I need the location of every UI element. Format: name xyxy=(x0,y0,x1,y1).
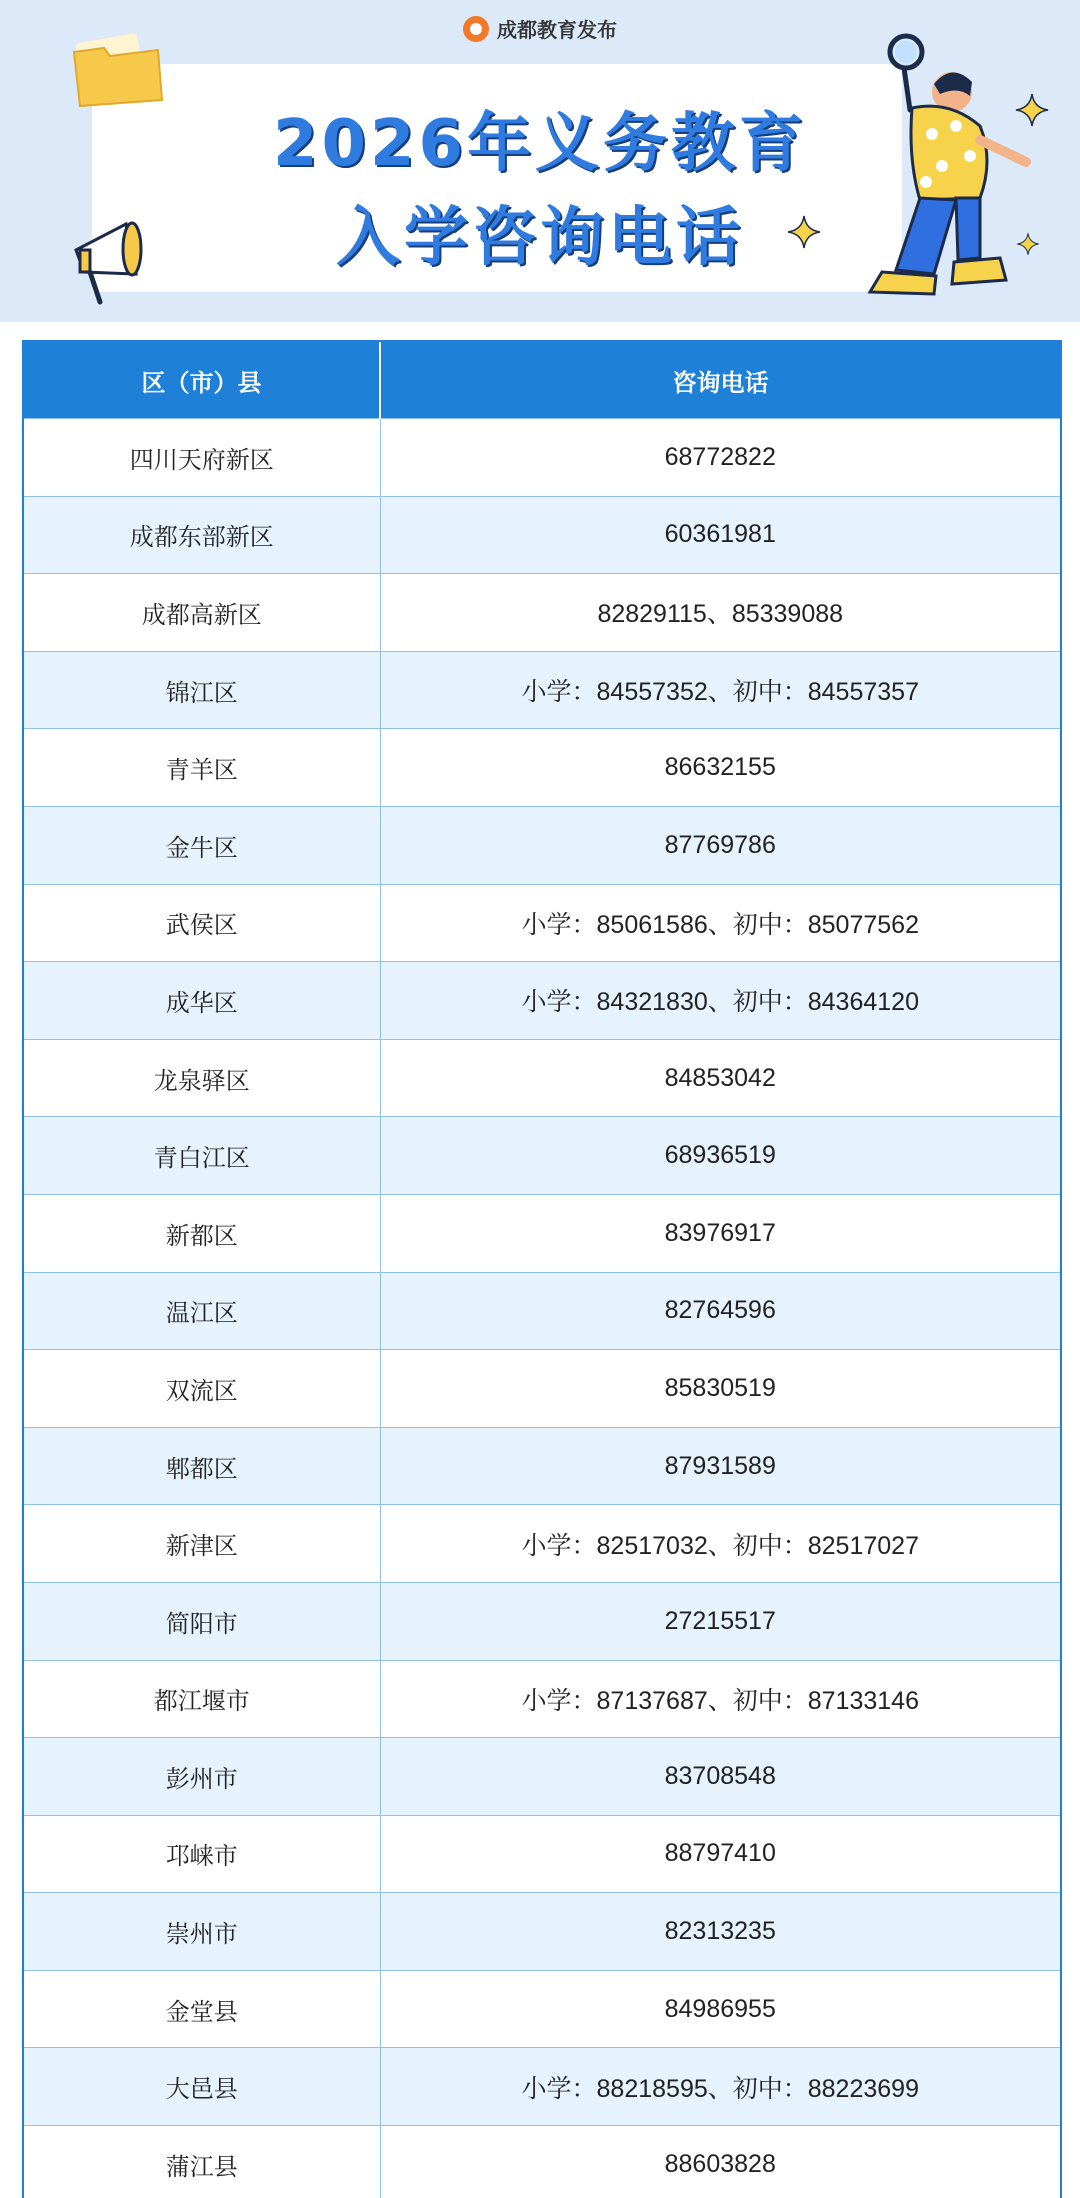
table-row xyxy=(24,1893,1060,1971)
phone-cell: 88603828 xyxy=(380,2126,1060,2198)
phone-cell: 68936519 xyxy=(380,1117,1060,1195)
district-cell: 大邑县 xyxy=(24,2048,380,2126)
district-cell: 成华区 xyxy=(24,962,380,1040)
table-row xyxy=(24,496,1060,574)
phone-cell: 68772822 xyxy=(380,419,1060,497)
phone-table xyxy=(24,342,1060,2198)
district-cell: 青羊区 xyxy=(24,729,380,807)
table-row xyxy=(24,806,1060,884)
header-district: 区（市）县 xyxy=(24,342,380,419)
phone-cell: 82764596 xyxy=(380,1272,1060,1350)
brand-logo-icon xyxy=(463,16,489,42)
phone-cell: 85830519 xyxy=(380,1350,1060,1428)
table-row xyxy=(24,574,1060,652)
district-cell: 崇州市 xyxy=(24,1893,380,1971)
district-cell: 四川天府新区 xyxy=(24,419,380,497)
district-cell: 锦江区 xyxy=(24,651,380,729)
brand-name: 成都教育发布 xyxy=(497,18,617,42)
table-row xyxy=(24,2126,1060,2198)
phone-cell: 87769786 xyxy=(380,806,1060,884)
table-row xyxy=(24,884,1060,962)
phone-cell: 小学：85061586、初中：85077562 xyxy=(380,884,1060,962)
district-cell: 郫都区 xyxy=(24,1427,380,1505)
district-cell: 青白江区 xyxy=(24,1117,380,1195)
table-row xyxy=(24,1738,1060,1816)
table-row xyxy=(24,419,1060,497)
district-cell: 新津区 xyxy=(24,1505,380,1583)
table-row xyxy=(24,962,1060,1040)
phone-cell: 小学：82517032、初中：82517027 xyxy=(380,1505,1060,1583)
district-cell: 温江区 xyxy=(24,1272,380,1350)
table-row xyxy=(24,1660,1060,1738)
table-row xyxy=(24,1194,1060,1272)
phone-cell: 82829115、85339088 xyxy=(380,574,1060,652)
phone-cell: 86632155 xyxy=(380,729,1060,807)
phone-cell: 小学：87137687、初中：87133146 xyxy=(380,1660,1060,1738)
district-cell: 简阳市 xyxy=(24,1582,380,1660)
district-cell: 龙泉驿区 xyxy=(24,1039,380,1117)
table-row xyxy=(24,1970,1060,2048)
page-title-line1: 2026年义务教育 xyxy=(272,107,808,181)
header-banner xyxy=(0,0,1080,322)
phone-cell: 82313235 xyxy=(380,1893,1060,1971)
district-cell: 金堂县 xyxy=(24,1970,380,2048)
table-row xyxy=(24,729,1060,807)
district-cell: 彭州市 xyxy=(24,1738,380,1816)
phone-cell: 88797410 xyxy=(380,1815,1060,1893)
table-row xyxy=(24,1582,1060,1660)
table-row xyxy=(24,2048,1060,2126)
district-cell: 成都高新区 xyxy=(24,574,380,652)
district-cell: 双流区 xyxy=(24,1350,380,1428)
district-cell: 成都东部新区 xyxy=(24,496,380,574)
phone-cell: 小学：84321830、初中：84364120 xyxy=(380,962,1060,1040)
table-body xyxy=(24,419,1060,2198)
table-row xyxy=(24,1117,1060,1195)
phone-cell: 27215517 xyxy=(380,1582,1060,1660)
phone-cell: 60361981 xyxy=(380,496,1060,574)
header-phone: 咨询电话 xyxy=(380,342,1060,419)
table-row xyxy=(24,1505,1060,1583)
district-cell: 金牛区 xyxy=(24,806,380,884)
phone-cell: 87931589 xyxy=(380,1427,1060,1505)
table-header-row xyxy=(24,342,1060,419)
phone-cell: 小学：84557352、初中：84557357 xyxy=(380,651,1060,729)
district-cell: 邛崃市 xyxy=(24,1815,380,1893)
table-row xyxy=(24,1039,1060,1117)
table-row xyxy=(24,1350,1060,1428)
consultation-table xyxy=(22,340,1062,2198)
district-cell: 新都区 xyxy=(24,1194,380,1272)
table-row xyxy=(24,1427,1060,1505)
phone-cell: 83708548 xyxy=(380,1738,1060,1816)
phone-cell: 84986955 xyxy=(380,1970,1060,2048)
phone-cell: 84853042 xyxy=(380,1039,1060,1117)
table-row xyxy=(24,651,1060,729)
district-cell: 武侯区 xyxy=(24,884,380,962)
phone-cell: 小学：88218595、初中：88223699 xyxy=(380,2048,1060,2126)
district-cell: 都江堰市 xyxy=(24,1660,380,1738)
phone-cell: 83976917 xyxy=(380,1194,1060,1272)
page-title-line2: 入学咨询电话 xyxy=(336,201,744,275)
district-cell: 蒲江县 xyxy=(24,2126,380,2198)
table-row xyxy=(24,1815,1060,1893)
table-row xyxy=(24,1272,1060,1350)
